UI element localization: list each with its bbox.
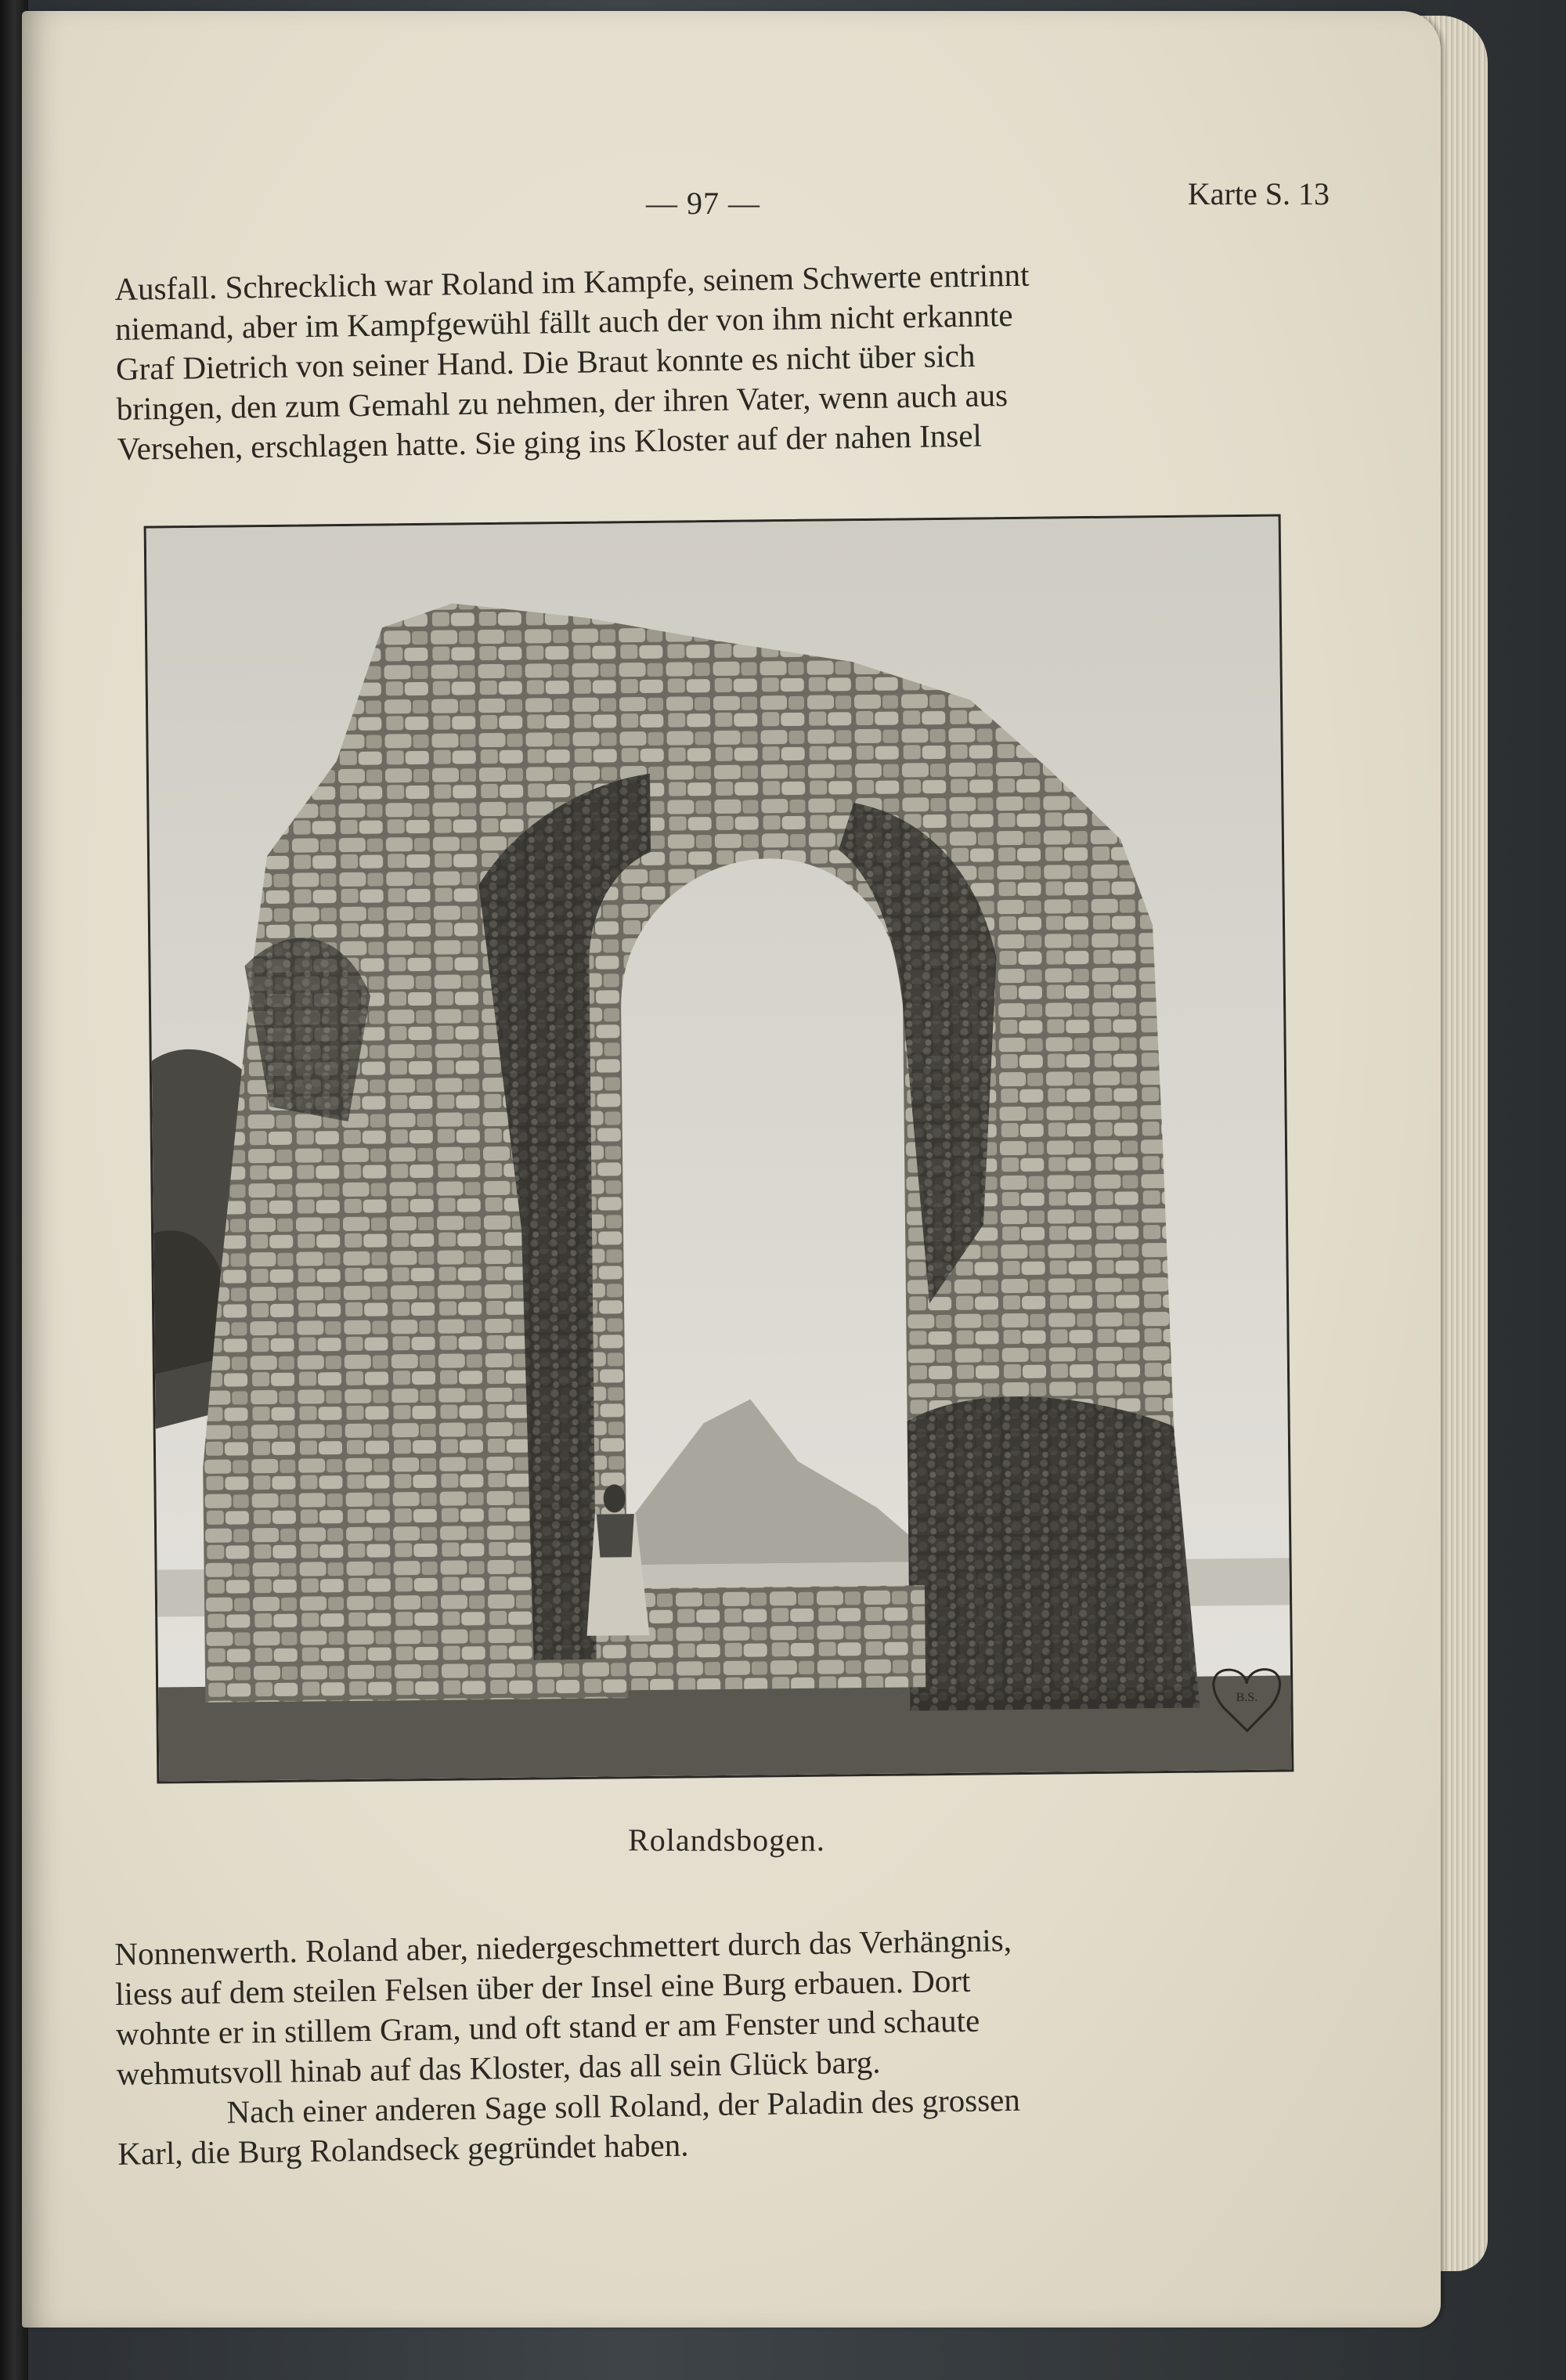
map-reference: Karte S. 13 <box>1187 176 1330 211</box>
arch-photo-graphic <box>146 516 1292 1781</box>
text-line: wehmutsvoll hinab auf das Kloster, das all sein Glück barg. <box>116 2043 881 2092</box>
text-line: bringen, den zum Gemahl zu nehmen, der ihren Vater, wenn auch aus <box>116 377 1009 427</box>
page-number: — 97 — <box>646 186 760 221</box>
book-page <box>22 11 1441 2328</box>
text-line: liess auf dem steilen Felsen über der Insel eine Burg erbauen. Dort <box>114 1962 971 2012</box>
text-line: Nonnenwerth. Roland aber, niedergeschmettert durch das Verhängnis, <box>114 1922 1012 1972</box>
text-line: Ausfall. Schrecklich war Roland im Kampfe, seinem Schwerte entrinnt <box>114 256 1030 307</box>
text-line: niemand, aber im Kampfgewühl fällt auch der von ihm nicht erkannte <box>114 296 1013 347</box>
text-line: Karl, die Burg Rolandseck gegründet haben. <box>117 2126 689 2172</box>
photo-rolandsbogen <box>144 514 1294 1783</box>
stamp-text: B.S. <box>1236 1690 1258 1705</box>
text-line: Versehen, erschlagen hatte. Sie ging ins Kloster auf der nahen Insel <box>117 417 983 467</box>
paragraph-bottom <box>114 1916 1324 2174</box>
figure-caption: Rolandsbogen. <box>628 1822 825 1858</box>
text-line: Nach einer anderen Sage soll Roland, der Paladin des grossen <box>226 2081 1021 2130</box>
text-line: wohnte er in stillem Gram, und oft stand er am Fenster und schaute <box>115 2002 980 2052</box>
text-line: Graf Dietrich von seiner Hand. Die Braut konnte es nicht über sich <box>115 337 976 387</box>
paragraph-top <box>114 251 1323 469</box>
